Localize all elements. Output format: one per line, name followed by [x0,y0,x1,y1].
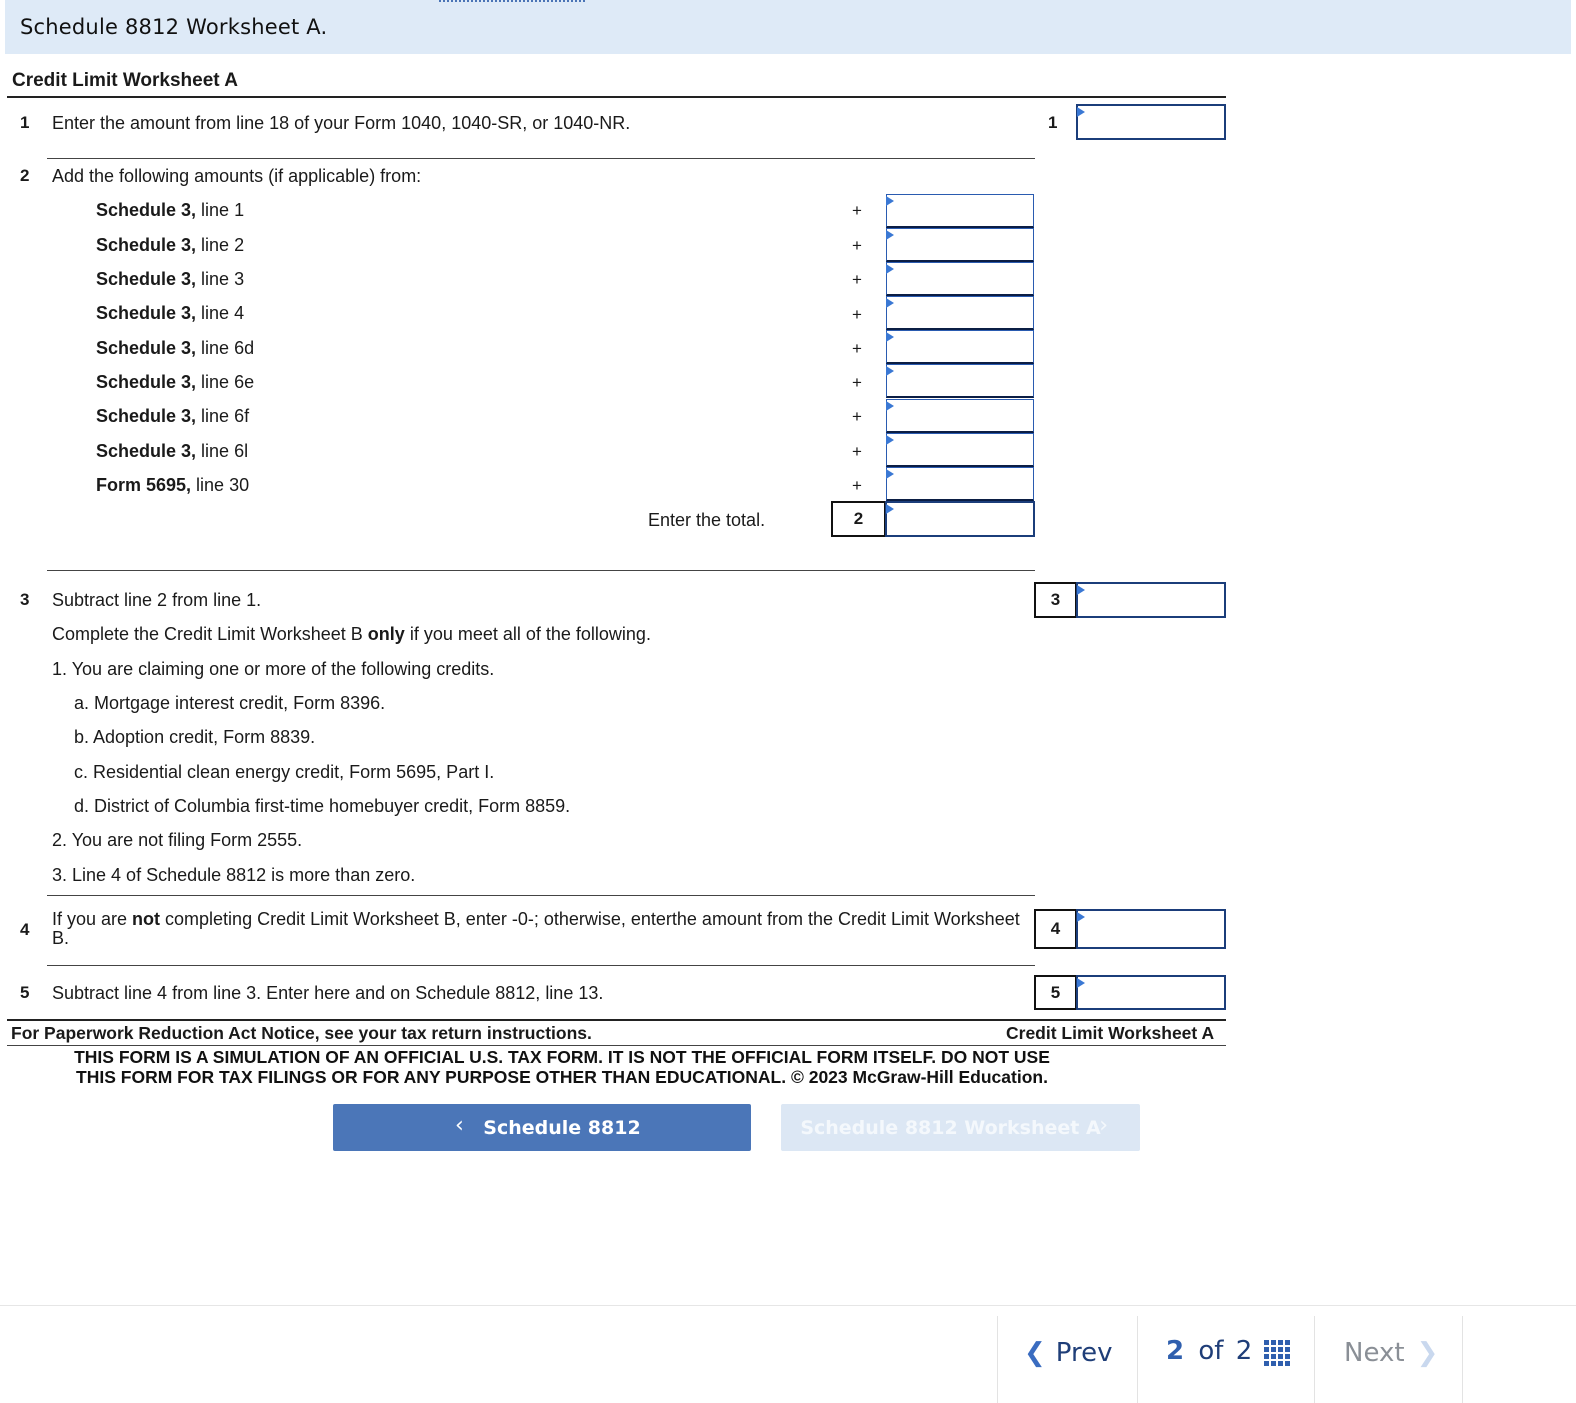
condition-1a: a. Mortgage interest credit, Form 8396. [74,693,386,713]
worksheet-heading: Credit Limit Worksheet A [12,70,238,91]
line2-item-label: Form 5695, line 30 [96,475,250,495]
pager-divider [997,1316,998,1403]
condition-1: 1. You are claiming one or more of the following credits. [52,659,495,679]
line5-number: 5 [20,983,30,1002]
line5-text: Subtract line 4 from line 3. Enter here and on Schedule 8812, line 13. [52,983,604,1003]
disclaimer-line-1: THIS FORM IS A SIMULATION OF AN OFFICIAL U.S. TAX FORM. IT IS NOT THE OFFICIAL FORM ITSELF. DO NOT USE [74,1047,1050,1067]
schedule3-line6l-input[interactable] [886,433,1034,467]
paperwork-notice: For Paperwork Reduction Act Notice, see your tax return instructions. [11,1023,592,1043]
line4-number: 4 [20,920,30,939]
plus-sign: + [852,442,862,461]
prev-label: Prev [1055,1338,1113,1368]
line2-number: 2 [20,166,30,185]
line3-rule [47,895,1035,896]
line3-amount-input[interactable] [1076,582,1226,618]
line4-rule [47,965,1035,966]
plus-sign: + [852,407,862,426]
line4-box-label: 4 [1034,909,1077,949]
condition-1d: d. District of Columbia first-time homebuyer credit, Form 8859. [74,796,571,816]
current-page: 2 [1166,1336,1185,1366]
schedule3-line4-input[interactable] [886,296,1034,330]
plus-sign: + [852,373,862,392]
chevron-right-icon: › [1099,1113,1108,1138]
line4-text: If you are not completing Credit Limit Worksheet B, enter -0-; otherwise, enterthe amount from the Credit Limit Worksheet B. [52,909,1020,948]
heading-rule [7,96,1226,98]
page-header [5,0,1571,54]
schedule3-line6e-input[interactable] [886,364,1034,398]
plus-sign: + [852,201,862,220]
line2-item-label: Schedule 3, line 4 [96,303,245,323]
worksheet-footer-rule-top [7,1019,1226,1021]
plus-sign: + [852,270,862,289]
line4-amount-input[interactable] [1076,909,1226,949]
plus-sign: + [852,339,862,358]
line1-number: 1 [20,113,30,132]
line2-total-label: Enter the total. [648,510,766,530]
condition-2: 2. You are not filing Form 2555. [52,830,303,850]
pager-bar [0,1305,1576,1403]
simulation-disclaimer [60,1047,1064,1087]
line1-box-label: 1 [1048,113,1058,132]
line2-item-label: Schedule 3, line 6f [96,406,250,426]
line3-box-label: 3 [1034,582,1077,618]
line2-item-label: Schedule 3, line 2 [96,235,245,255]
line5-amount-input[interactable] [1076,975,1226,1010]
line1-rule [47,158,1035,159]
schedule3-line6f-input[interactable] [886,399,1034,433]
plus-sign: + [852,236,862,255]
total-pages: 2 [1235,1336,1253,1366]
line3-number: 3 [20,590,30,609]
pager-divider [1462,1316,1463,1403]
line3-text: Subtract line 2 from line 1. [52,590,262,610]
line1-text: Enter the amount from line 18 of your Form 1040, 1040-SR, or 1040-NR. [52,113,631,133]
chevron-right-icon: ❯ [1416,1338,1439,1368]
worksheet-footer-rule-bottom [7,1045,1226,1046]
chevron-left-icon: ❮ [1024,1338,1046,1368]
next-form-button[interactable] [781,1104,1140,1151]
worksheet-footer-title: Credit Limit Worksheet A [1006,1023,1215,1043]
line2-item-label: Schedule 3, line 1 [96,200,245,220]
chevron-left-icon: ‹ [455,1113,464,1138]
line2-item-label: Schedule 3, line 6d [96,338,255,358]
line2-text: Add the following amounts (if applicable) from: [52,166,422,186]
next-label: Next [1344,1338,1405,1368]
page-grid-icon[interactable] [1264,1340,1290,1366]
line2-rule [47,570,1035,571]
line2-item-label: Schedule 3, line 6l [96,441,249,461]
previous-form-label: Schedule 8812 [483,1116,641,1139]
active-tab-indicator [439,0,585,2]
pager-divider [1314,1316,1315,1403]
page-of-label: of [1198,1336,1224,1366]
disclaimer-line-2: THIS FORM FOR TAX FILINGS OR FOR ANY PURPOSE OTHER THAN EDUCATIONAL. © 2023 McGraw-Hill Education. [76,1067,1048,1087]
line2-box-label: 2 [831,501,886,537]
next-page-button[interactable] [1344,1338,1438,1368]
condition-1c: c. Residential clean energy credit, Form 5695, Part I. [74,762,495,782]
page-indicator [1166,1336,1252,1366]
plus-sign: + [852,305,862,324]
schedule3-line6d-input[interactable] [886,330,1034,364]
condition-1b: b. Adoption credit, Form 8839. [74,727,316,747]
prev-page-button[interactable] [1024,1338,1113,1368]
page-title: Schedule 8812 Worksheet A. [20,15,328,39]
line2-item-label: Schedule 3, line 3 [96,269,245,289]
schedule3-line2-input[interactable] [886,228,1034,262]
form5695-line30-input[interactable] [886,467,1034,501]
condition-3: 3. Line 4 of Schedule 8812 is more than zero. [52,865,416,885]
pager-divider [1137,1316,1138,1403]
line5-box-label: 5 [1034,975,1077,1010]
line1-amount-input[interactable] [1076,104,1226,140]
previous-form-button[interactable] [333,1104,751,1151]
worksheet-b-note: Complete the Credit Limit Worksheet B only if you meet all of the following. [52,624,651,644]
schedule3-line3-input[interactable] [886,262,1034,296]
schedule3-line1-input[interactable] [886,194,1034,228]
line2-item-label: Schedule 3, line 6e [96,372,255,392]
plus-sign: + [852,476,862,495]
next-form-label: Schedule 8812 Worksheet A [800,1116,1101,1139]
line2-total-input[interactable] [885,501,1035,537]
